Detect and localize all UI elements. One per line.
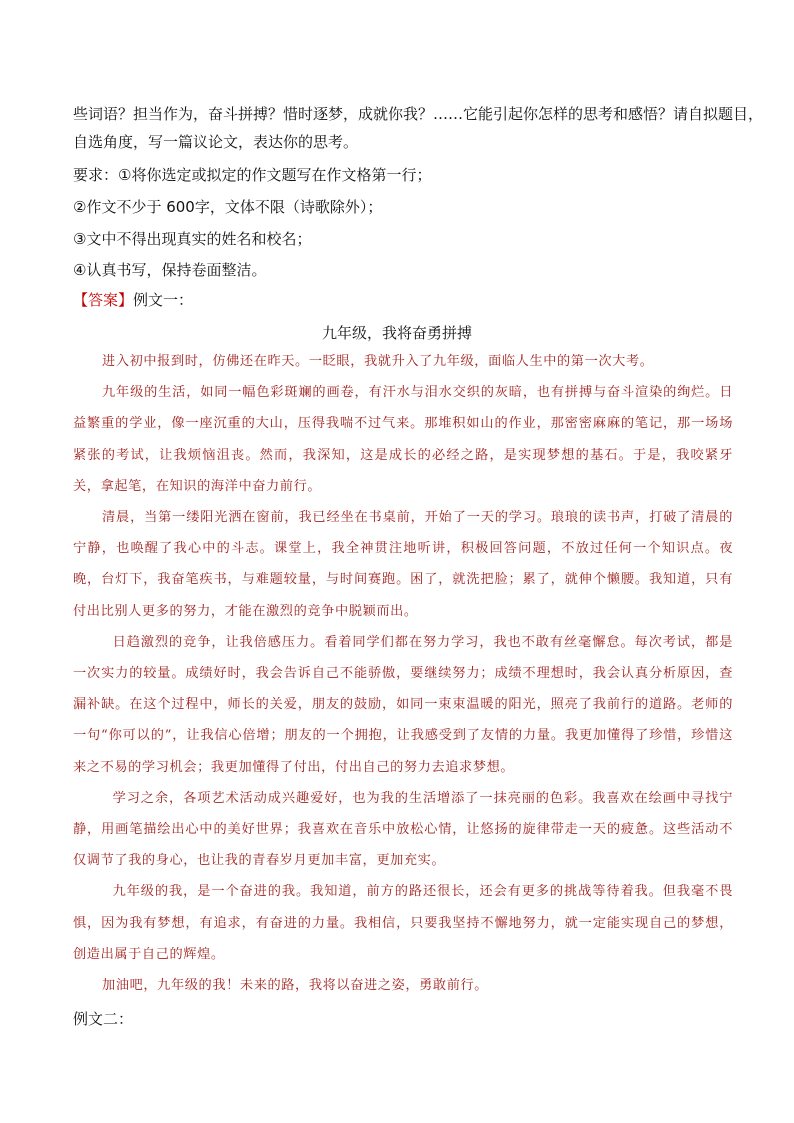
prompt-line-2: 自选角度，写一篇议论文，表达你的思考。 [73, 133, 359, 151]
sample-1-label: 例文一： [133, 291, 194, 309]
requirement-2: ②作文不少于 600字，文体不限（诗歌除外）； [73, 198, 383, 216]
answer-tag: 【答案】 [73, 291, 134, 309]
requirement-1: 要求：①将你选定或拟定的作文题写在作文格第一行； [73, 166, 432, 184]
essay-paragraph-3: 清晨，当第一缕阳光洒在窗前，我已经坐在书桌前，开始了一天的学习。琅琅的读书声，打破了清晨的宁静，也唤醒了我心中的斗志。课堂上，我全神贯注地听讲，积极回答问题，不放过任何一个知识点。夜晚，台灯下，我奋笔疾书，与难题较量，与时间赛跑。困了，就洗把脸；累了，就伸个懒腰。我知道，只有付出比别人更多的努力，才能在激烈的竞争中脱颖而出。 [73, 510, 733, 619]
essay-paragraph-4: 日趋激烈的竞争，让我倍感压力。看着同学们都在努力学习，我也不敢有丝毫懈怠。每次考试，都是一次实力的较量。成绩好时，我会告诉自己不能骄傲，要继续努力；成绩不理想时，我会认真分析原因，查漏补缺。在这个过程中，师长的关爱，朋友的鼓励，如同一束束温暖的阳光，照亮了我前行的道路。老师的一句“你可以的”，让我信心倍增；朋友的一个拥抱，让我感受到了友情的力量。我更加懂得了珍惜，珍惜这来之不易的学习机会；我更加懂得了付出，付出自己的努力去追求梦想。 [73, 634, 733, 775]
essay-paragraph-7: 加油吧，九年级的我！未来的路，我将以奋进之姿，勇敢前行。 [102, 978, 489, 994]
essay-paragraph-6: 九年级的我，是一个奋进的我。我知道，前方的路还很长，还会有更多的挑战等待着我。但我毫不畏惧，因为我有梦想，有追求，有奋进的力量。我相信，只要我坚持不懈地努力，就一定能实现自己的梦想，创造出属于自己的辉煌。 [73, 884, 733, 962]
essay-paragraph-2: 九年级的生活，如同一幅色彩斑斓的画卷，有汗水与泪水交织的灰暗，也有拼搏与奋斗渲染的绚烂。日益繁重的学业，像一座沉重的大山，压得我喘不过气来。那堆积如山的作业，那密密麻麻的笔记，那一场场紧张的考试，让我烦恼沮丧。然而，我深知，这是成长的必经之路，是实现梦想的基石。于是，我咬紧牙关，拿起笔，在知识的海洋中奋力前行。 [73, 385, 733, 494]
essay-paragraph-1: 进入初中报到时，仿佛还在昨天。一眨眼，我就升入了九年级，面临人生中的第一次大考。 [102, 354, 654, 369]
answer-heading [73, 289, 193, 312]
requirement-4: ④认真书写，保持卷面整洁。 [73, 261, 267, 279]
essay-paragraph-5: 学习之余，各项艺术活动成兴趣爱好，也为我的生活增添了一抹亮丽的色彩。我喜欢在绘画中寻找宁静，用画笔描绘出心中的美好世界；我喜欢在音乐中放松心情，让悠扬的旋律带走一天的疲惫。这些活动不仅调节了我的身心，也让我的青春岁月更加丰富，更加充实。 [73, 790, 733, 869]
prompt-line-1: 些词语？担当作为，奋斗拼搏？惜时逐梦，成就你我？……它能引起你怎样的思考和感悟？请自拟题目， [73, 105, 764, 123]
sample-2-label: 例文二： [73, 1010, 134, 1028]
requirement-3: ③文中不得出现真实的姓名和校名； [73, 230, 312, 248]
essay-title: 九年级，我将奋勇拼搏 [321, 324, 472, 342]
essay-body [73, 346, 733, 1001]
